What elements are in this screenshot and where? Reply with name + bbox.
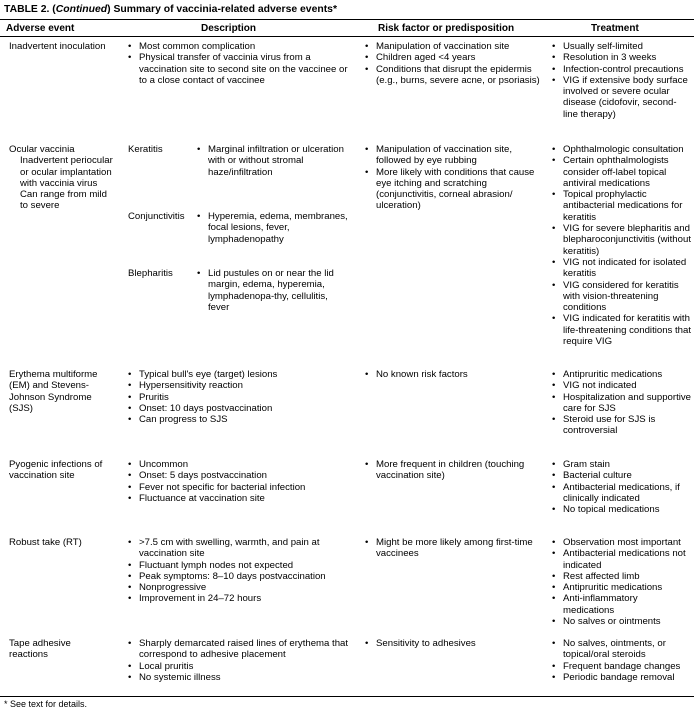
header-rule: [0, 36, 694, 37]
header-description: Description: [201, 23, 257, 34]
header-event: Adverse event: [6, 23, 75, 34]
treatment-robust: • Observation most important • Antibacterial medications not indicated • Rest affected limb • Antipruritic medications • Anti-inflammatory medications • No salves or ointments: [551, 537, 691, 627]
treatment-inadvertent: • Usually self-limited • Resolution in 3 weeks • Infection-control precautions • VIG if extensive body surface involved or severe ocular disease (cidofovir, second-line therapy): [551, 41, 691, 120]
ocular-sub-keratitis: Keratitis: [128, 144, 163, 155]
event-inadvertent-inoculation: Inadvertent inoculation: [9, 41, 106, 52]
description-erythema: • Typical bull's eye (target) lesions • Hypersensitivity reaction • Pruritis • Onset: 10 days postvaccination • Can progress to SJS: [127, 369, 352, 425]
description-inadvertent: • Most common complication • Physical transfer of vaccinia virus from a vaccination site to second site on the vaccinee or to a close contact of vaccinee: [127, 41, 352, 86]
ocular-sub-conjunctivitis: Conjunctivitis: [128, 211, 185, 222]
event-pyogenic-infections: Pyogenic infections of vaccination site: [9, 459, 103, 482]
description-tape: • Sharply demarcated raised lines of erythema that correspond to adhesive placement • Local pruritis • No systemic illness: [127, 638, 352, 683]
description-blepharitis: • Lid pustules on or near the lid margin, edema, hyperemia, lymphadenopa-thy, cellulitis, fever: [196, 268, 336, 313]
risk-robust: • Might be more likely among first-time vaccinees: [364, 537, 536, 560]
risk-pyogenic: • More frequent in children (touching vaccination site): [364, 459, 544, 482]
description-pyogenic: • Uncommon • Onset: 5 days postvaccination • Fever not specific for bacterial infection • Fluctuance at vaccination site: [127, 459, 352, 504]
risk-erythema: • No known risk factors: [364, 369, 544, 380]
risk-inadvertent: • Manipulation of vaccination site • Children aged <4 years • Conditions that disrupt the epidermis (e.g., burns, severe acne, or psoriasis): [364, 41, 544, 86]
footnote: * See text for details.: [4, 699, 88, 709]
ocular-sub-blepharitis: Blepharitis: [128, 268, 173, 279]
bottom-rule: [0, 696, 694, 697]
top-rule: [0, 19, 694, 20]
header-treatment: Treatment: [591, 23, 639, 34]
risk-ocular: • Manipulation of vaccination site, followed by eye rubbing • More likely with conditions that cause eye itching and scratching (conjunctivitis, corneal abrasion/ ulceration): [364, 144, 544, 212]
treatment-ocular: • Ophthalmologic consultation • Certain ophthalmologists consider off-label topical antiviral medications • Topical prophylactic antibacterial medications for keratitis • VIG for severe blepharitis and blepharoconjunctivitis (without keratitis) • VIG not indicated for isolated keratitis • VIG considered for keratitis with vision-threatening conditions • VIG indicated for keratitis with life-threatening conditions that require VIG: [551, 144, 691, 347]
description-conjunctivitis: • Hyperemia, edema, membranes, focal lesions, fever, lymphadenopathy: [196, 211, 356, 245]
risk-tape: • Sensitivity to adhesives: [364, 638, 544, 649]
treatment-erythema: • Antipruritic medications • VIG not indicated • Hospitalization and supportive care for SJS • Steroid use for SJS is controversial: [551, 369, 691, 437]
event-ocular-vaccinia: Ocular vaccinia Inadvertent periocular or ocular implantation with vaccinia virus Can range from mild to severe: [9, 144, 113, 212]
event-tape-adhesive: Tape adhesive reactions: [9, 638, 71, 661]
description-keratitis: • Marginal infiltration or ulceration with or without stromal haze/infiltration: [196, 144, 356, 178]
header-risk: Risk factor or predisposition: [378, 23, 515, 34]
description-robust: • >7.5 cm with swelling, warmth, and pain at vaccination site • Fluctuant lymph nodes not expected • Peak symptoms: 8–10 days postvaccination • Nonprogressive • Improvement in 24–72 hours: [127, 537, 352, 605]
treatment-tape: • No salves, ointments, or topical/oral steroids • Frequent bandage changes • Periodic bandage removal: [551, 638, 691, 683]
treatment-pyogenic: • Gram stain • Bacterial culture • Antibacterial medications, if clinically indicated • No topical medications: [551, 459, 691, 515]
event-erythema-multiforme: Erythema multiforme (EM) and Stevens- Johnson Syndrome (SJS): [9, 369, 98, 414]
event-robust-take: Robust take (RT): [9, 537, 82, 548]
table-title: TABLE 2. (Continued) Summary of vaccinia-related adverse events*: [4, 4, 337, 15]
